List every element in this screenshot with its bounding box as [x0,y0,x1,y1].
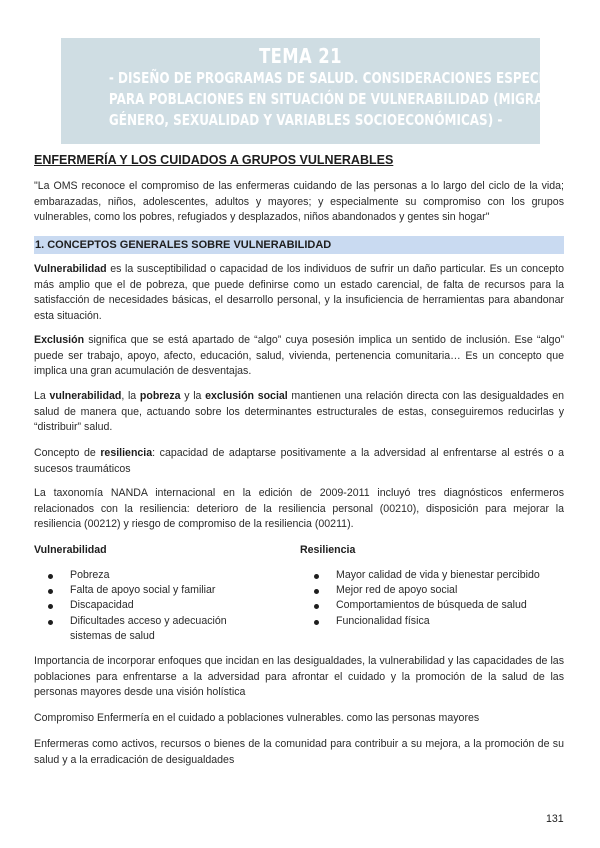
list-item [300,598,564,613]
list-item [300,568,564,583]
bullet-icon [48,574,53,579]
list-item-label: Pobreza [70,569,110,581]
resiliencia-text-2: : capacidad de adaptarse positivamente a la adversidad al enfrentarse al estrés o a sucesos traumáticos [34,447,564,475]
topic-subtitle-line-2: PARA POBLACIONES EN SITUACIÓN DE VULNERABILIDAD (MIGRACIÓN, [108,90,582,108]
list-item-label: Mayor calidad de vida y bienestar percibido [336,569,540,581]
paragraph-exclusion [34,333,564,380]
term-exclusion-social: exclusión social [205,390,288,402]
paragraph-compromiso: Compromiso Enfermería en el cuidado a poblaciones vulnerables. como las personas mayores [34,712,480,724]
paragraph-nanda: La taxonomía NANDA internacional en la edición de 2009-2011 incluyó tres diagnósticos enfermeros relacionados con la resiliencia: deterioro de la resiliencia personal (00210), disposición para mejorar la resiliencia (00212) y riesgo de compromiso de la resiliencia (00211). [34,487,564,530]
term-vulnerabilidad: Vulnerabilidad [34,263,107,275]
list-item [34,614,264,644]
paragraph-activos: Enfermeras como activos, recursos o bienes de la comunidad para contribuir a su mejora, a la promoción de su salud y a la erradicación de desigualdades [34,738,564,766]
heading-conceptos-generales-label: 1. CONCEPTOS GENERALES SOBRE VULNERABILIDAD [35,239,332,251]
list-item [300,583,564,598]
list-item-label: Funcionalidad física [336,614,430,627]
relacion-text-3: y la [180,390,206,402]
list-item [34,598,264,613]
bullet-icon [314,620,319,625]
paragraph-relacion [34,389,564,436]
term-vulnerabilidad-2: vulnerabilidad [49,390,122,402]
paragraph-resiliencia [34,446,564,477]
title-banner [61,38,583,144]
list-resiliencia [300,568,564,629]
term-pobreza: pobreza [139,390,181,402]
oms-quote: "La OMS reconoce el compromiso de las enfermeras cuidando de las personas a lo largo del ciclo de la vida; embarazadas, niños, adolescentes, adultos y mayores; y especialmente su compromiso con los grupos vulnerables, como los pobres, refugiados y desplazados, niños abandonados y gentes sin hogar" [34,180,564,223]
term-resiliencia: resiliencia [100,447,153,459]
bullet-icon [314,604,319,609]
paragraph-vulnerabilidad [34,262,564,324]
section-heading: ENFERMERÍA Y LOS CUIDADOS A GRUPOS VULNERABLES [34,153,394,167]
term-exclusion: Exclusión [34,334,85,346]
column-heading-resiliencia: Resiliencia [300,544,356,556]
relacion-text-4: mantienen una relación directa con las desigualdades en salud de manera que, actuando sobre los determinantes estructurales de estas, conseguiremos reducirlas y “distribuir” salud. [34,390,565,433]
page-number: 131 [546,813,564,825]
relacion-text-2: , la [121,390,140,402]
resiliencia-text-1: Concepto de [34,447,101,459]
list-item-label: Falta de apoyo social y familiar [70,584,216,597]
bullet-icon [48,620,53,625]
column-heading-vulnerabilidad: Vulnerabilidad [34,544,107,556]
list-item-label: Mejor red de apoyo social [336,584,458,597]
heading-conceptos-generales [34,236,564,254]
list-vulnerabilidad [34,568,264,644]
paragraph-vulnerabilidad-text: es la susceptibilidad o capacidad de los individuos de sufrir un daño particular. Es un concepto más amplio que el de pobreza, que puede definirse como un estado carencial, de falta de recursos para la satisfacción de necesidades básicas, el desarrollo personal, y la insuficiencia de herramientas para abandonar esta situación. [34,263,564,322]
relacion-text-1: La [34,390,50,402]
bullet-icon [314,574,319,579]
list-item-label: Discapacidad [70,599,134,612]
bullet-icon [48,589,53,594]
paragraph-importancia: Importancia de incorporar enfoques que incidan en las desigualdades, la vulnerabilidad y las capacidades de las poblaciones para enfrentarse a la adversidad para afrontar el cuidado y la promoción de la salud de las personas mayores desde una visión holística [34,655,564,698]
bullet-icon [48,604,53,609]
topic-subtitle-line-1: - DISEÑO DE PROGRAMAS DE SALUD. CONSIDERACIONES ESPECÍFICAS [108,69,583,87]
list-item-label: Dificultades acceso y adecuación sistemas de salud [70,614,227,642]
list-item [34,568,264,583]
list-item [34,583,264,598]
list-item [300,614,564,629]
topic-subtitle-line-3: GÉNERO, SEXUALIDAD Y VARIABLES SOCIOECONÓMICAS) - [108,111,503,129]
list-item-label: Comportamientos de búsqueda de salud [336,599,527,612]
bullet-icon [314,589,319,594]
topic-title: TEMA 21 [259,44,342,68]
paragraph-exclusion-text: significa que se está apartado de “algo” cuya posesión implica un sentido de inclusión. Ese “algo” puede ser trabajo, apoyo, afecto, educación, salud, vivienda, pertenencia comunitaria… Es un concepto que implica una gran acumulación de desventajas. [34,334,564,377]
